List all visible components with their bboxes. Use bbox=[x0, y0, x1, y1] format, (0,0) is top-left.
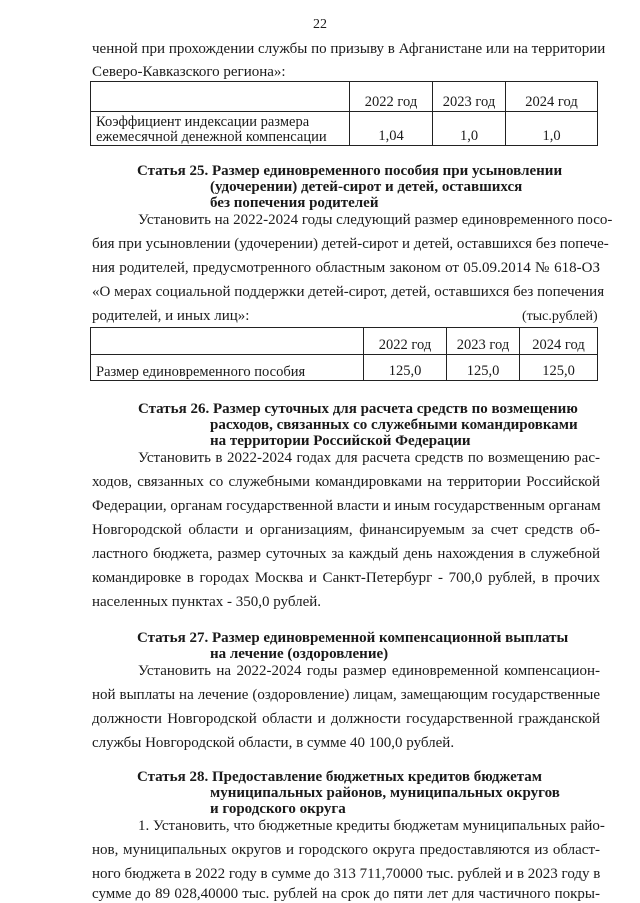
article-25-paragraph-line: ния родителей, предусмотренного областным законом от 05.09.2014 № 618-ОЗ bbox=[92, 260, 600, 276]
article-26-heading-line: расходов, связанных со служебными командировками bbox=[210, 417, 578, 433]
table-row-label-line: ежемесячной денежной компенсации bbox=[96, 129, 327, 145]
article-25-paragraph-line: бия при усыновлении (удочерении) детей-сирот и детей, оставшихся без попече- bbox=[92, 236, 609, 252]
table-cell: 125,0 bbox=[447, 355, 520, 381]
table-cell: 1,0 bbox=[433, 112, 506, 146]
table-row-label-line: Коэффициент индексации размера bbox=[96, 114, 310, 130]
article-26-paragraph-line: ластного бюджета, размер суточных за каждый день нахождения в служебной bbox=[92, 546, 600, 562]
allowance-table bbox=[90, 327, 598, 381]
article-26-paragraph-line: Федерации, органам государственной власти и иным государственным органам bbox=[92, 498, 601, 514]
article-26-paragraph-line: командировке в городах Москва и Санкт-Петербург - 700,0 рублей, в прочих bbox=[92, 570, 600, 586]
table-cell: 125,0 bbox=[520, 355, 598, 381]
article-26-heading-line: на территории Российской Федерации bbox=[210, 433, 471, 449]
table-header-cell: 2024 год bbox=[520, 328, 598, 355]
table-header-cell: 2022 год bbox=[350, 82, 433, 112]
article-27-paragraph-line: ной выплаты на лечение (оздоровление) лицам, замещающим государственные bbox=[92, 687, 600, 703]
table-header-row bbox=[91, 328, 598, 355]
article-28-heading: Статья 28. Предоставление бюджетных кредитов бюджетам bbox=[137, 769, 543, 785]
table-cell: 1,0 bbox=[506, 112, 598, 146]
intro-line-2: Северо-Кавказского региона»: bbox=[92, 64, 286, 80]
article-27-paragraph-line: Установить на 2022-2024 годы размер единовременной компенсацион- bbox=[138, 663, 600, 679]
table-row-label bbox=[91, 112, 350, 146]
article-25-heading: Статья 25. Размер единовременного пособия при усыновлении bbox=[137, 163, 563, 179]
table-header-row bbox=[91, 82, 598, 112]
article-26-paragraph-line: Новгородской области и организациям, финансируемым за счет средств об- bbox=[92, 522, 600, 538]
article-26-paragraph-line: населенных пунктах - 350,0 рублей. bbox=[92, 594, 322, 610]
article-28-paragraph-line: нов, муниципальных округов и городского округа предоставляются из област- bbox=[92, 842, 600, 858]
article-25-heading-line: (удочерении) детей-сирот и детей, оставшихся bbox=[210, 179, 523, 195]
table-row bbox=[91, 355, 598, 381]
table-header-cell: 2023 год bbox=[433, 82, 506, 112]
article-27-heading: Статья 27. Размер единовременной компенсационной выплаты bbox=[137, 630, 569, 646]
table-cell: 125,0 bbox=[364, 355, 447, 381]
article-28-paragraph-line: 1. Установить, что бюджетные кредиты бюджетам муниципальных райо- bbox=[138, 818, 605, 834]
intro-line-1: ченной при прохождении службы по призыву в Афганистане или на территории bbox=[92, 41, 606, 57]
unit-label: (тыс.рублей) bbox=[522, 309, 598, 324]
table-row-label: Размер единовременного пособия bbox=[91, 355, 364, 381]
article-25-heading-line: без попечения родителей bbox=[210, 195, 379, 211]
table-header-cell: 2022 год bbox=[364, 328, 447, 355]
article-25-paragraph-line: Установить на 2022-2024 годы следующий размер единовременного посо- bbox=[138, 212, 613, 228]
table-header-cell: 2024 год bbox=[506, 82, 598, 112]
article-27-paragraph-line: службы Новгородской области, в сумме 40 100,0 рублей. bbox=[92, 735, 455, 751]
article-26-heading: Статья 26. Размер суточных для расчета средств по возмещению bbox=[138, 401, 578, 417]
article-28-heading-line: муниципальных районов, муниципальных округов bbox=[210, 785, 560, 801]
indexation-table bbox=[90, 81, 598, 146]
article-28-paragraph-line: ного бюджета в 2022 году в сумме до 313 711,70000 тыс. рублей и в 2023 году в bbox=[92, 866, 601, 882]
article-28-heading-line: и городского округа bbox=[210, 801, 346, 817]
page-number: 22 bbox=[313, 17, 327, 32]
article-27-heading-line: на лечение (оздоровление) bbox=[210, 646, 389, 662]
table-row bbox=[91, 112, 598, 146]
article-26-paragraph-line: ходов, связанных со служебными командировками на территории Российской bbox=[92, 474, 600, 490]
article-25-paragraph-line: родителей, и иных лиц»: bbox=[92, 308, 250, 324]
table-header-cell bbox=[91, 328, 364, 355]
article-28-paragraph-line: сумме до 89 028,40000 тыс. рублей на срок до пяти лет для частичного покры- bbox=[92, 886, 600, 902]
table-header-cell: 2023 год bbox=[447, 328, 520, 355]
article-27-paragraph-line: должности Новгородской области и должности государственной гражданской bbox=[92, 711, 600, 727]
article-25-paragraph-line: «О мерах социальной поддержки детей-сирот, детей, оставшихся без попечения bbox=[92, 284, 605, 300]
table-cell: 1,04 bbox=[350, 112, 433, 146]
table-header-cell bbox=[91, 82, 350, 112]
article-26-paragraph-line: Установить в 2022-2024 годах для расчета средств по возмещению рас- bbox=[138, 450, 600, 466]
